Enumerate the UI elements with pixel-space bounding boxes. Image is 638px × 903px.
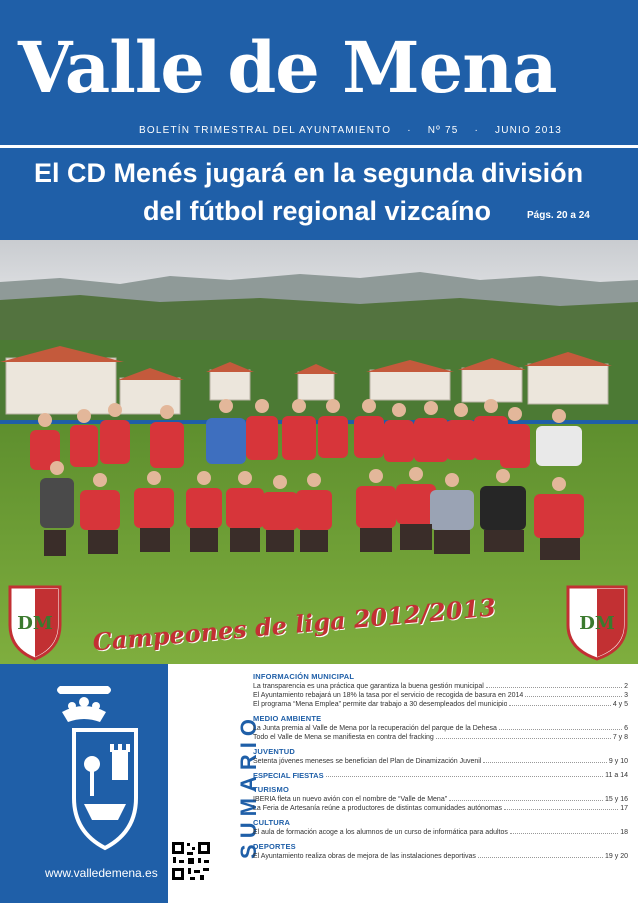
crest-text: DM [17,613,53,634]
page-reference: Págs. 20 a 24 [527,210,590,221]
toc-leader [449,795,603,801]
champions-caption: Campeones de liga 2012/2013 [91,592,497,657]
issue-date: JUNIO 2013 [495,125,563,136]
toc-page-number: 7 y 8 [612,734,628,741]
table-of-contents [253,672,628,866]
toc-entry[interactable] [253,682,628,691]
toc-entry-title: El programa “Mena Emplea” permite dar trabajo a 30 desempleados del municipio [253,701,508,708]
municipal-panel [0,664,168,903]
toc-page-number: 6 [624,725,628,732]
website-link[interactable]: www.valledemena.es [45,866,158,880]
toc-entry[interactable] [253,733,628,742]
toc-leader [478,852,603,858]
toc-section-title: DEPORTES [253,842,296,851]
toc-section [253,771,628,780]
toc-page-number: 11 a 14 [605,772,628,779]
toc-leader [486,682,622,688]
bulletin-subtitle: BOLETÍN TRIMESTRAL DEL AYUNTAMIENTO [139,125,392,136]
toc-entry-title: Todo el Valle de Mena se manifiesta en contra del fracking [253,734,434,741]
masthead [0,0,638,145]
toc-page-number: 3 [624,692,628,699]
toc-entry[interactable] [253,724,628,733]
crest-text: DM [579,613,615,634]
toc-section [253,785,628,813]
toc-page-number: 15 y 16 [605,796,628,803]
toc-entry-title: La Junta premia al Valle de Mena por la recuperación del parque de la Dehesa [253,725,497,732]
toc-page-number: 17 [620,805,628,812]
toc-page-number: 19 y 20 [605,853,628,860]
toc-leader [499,724,622,730]
club-crest-right [568,587,626,659]
toc-entry-title: El Ayuntamiento rebajará un 18% la tasa por el servicio de recogida de basura en 2014 [253,692,524,699]
toc-entry[interactable] [253,771,628,780]
toc-leader [525,691,622,697]
club-crest-left [10,587,60,659]
toc-entry[interactable] [253,828,628,837]
toc-page-number: 9 y 10 [608,758,628,765]
toc-section [253,818,628,837]
toc-entry[interactable] [253,691,628,700]
toc-section-title: TURISMO [253,785,289,794]
toc-entry-title: ESPECIAL FIESTAS [253,771,324,780]
toc-entry-title: La Feria de Artesanía reúne a productores de distintas comunidades autónomas [253,805,503,812]
separator: · [474,125,480,136]
toc-section-title: MEDIO AMBIENTE [253,714,322,723]
toc-entry[interactable] [253,757,628,766]
toc-page-number: 18 [620,829,628,836]
toc-section-title: CULTURA [253,818,291,827]
toc-section-title: JUVENTUD [253,747,296,756]
coat-of-arms-icon [0,664,168,864]
toc-section-title: INFORMACIÓN MUNICIPAL [253,672,355,681]
magazine-title: Valle de Mena [18,26,557,109]
toc-entry-title: IBERIA fleta un nuevo avión con el nombre de “Valle de Mena” [253,796,448,803]
toc-leader [504,804,618,810]
contents-area [0,664,638,903]
sumario-text: SUMARIO [236,713,261,859]
issue-number: Nº 75 [427,125,459,136]
toc-page-number: 4 y 5 [612,701,628,708]
cover-headline[interactable] [0,148,638,238]
toc-leader [326,771,604,777]
toc-entry[interactable] [253,852,628,861]
issue-line [139,125,562,136]
toc-entry-title: La transparencia es una práctica que garantiza la buena gestión municipal [253,683,484,690]
toc-section [253,714,628,742]
toc-leader [510,828,618,834]
toc-entry[interactable] [253,804,628,813]
toc-section [253,672,628,709]
toc-section [253,747,628,766]
toc-entry-title: El aula de formación acoge a los alumnos de un curso de informática para adultos [253,829,508,836]
toc-entry[interactable] [253,795,628,804]
toc-entry-title: El Ayuntamiento realiza obras de mejora de las instalaciones deportivas [253,853,476,860]
toc-leader [436,733,611,739]
toc-leader [509,700,610,706]
headline-line-2: del fútbol regional vizcaíno [143,196,492,226]
toc-page-number: 2 [624,683,628,690]
toc-leader [483,757,607,763]
toc-entry[interactable] [253,700,628,709]
qr-code-icon[interactable] [170,840,212,882]
separator: · [407,125,412,136]
toc-entry-title: Setenta jóvenes meneses se benefician del Plan de Dinamización Juvenil [253,758,482,765]
headline-line-1: El CD Menés jugará en la segunda división [34,158,584,188]
toc-section [253,842,628,861]
